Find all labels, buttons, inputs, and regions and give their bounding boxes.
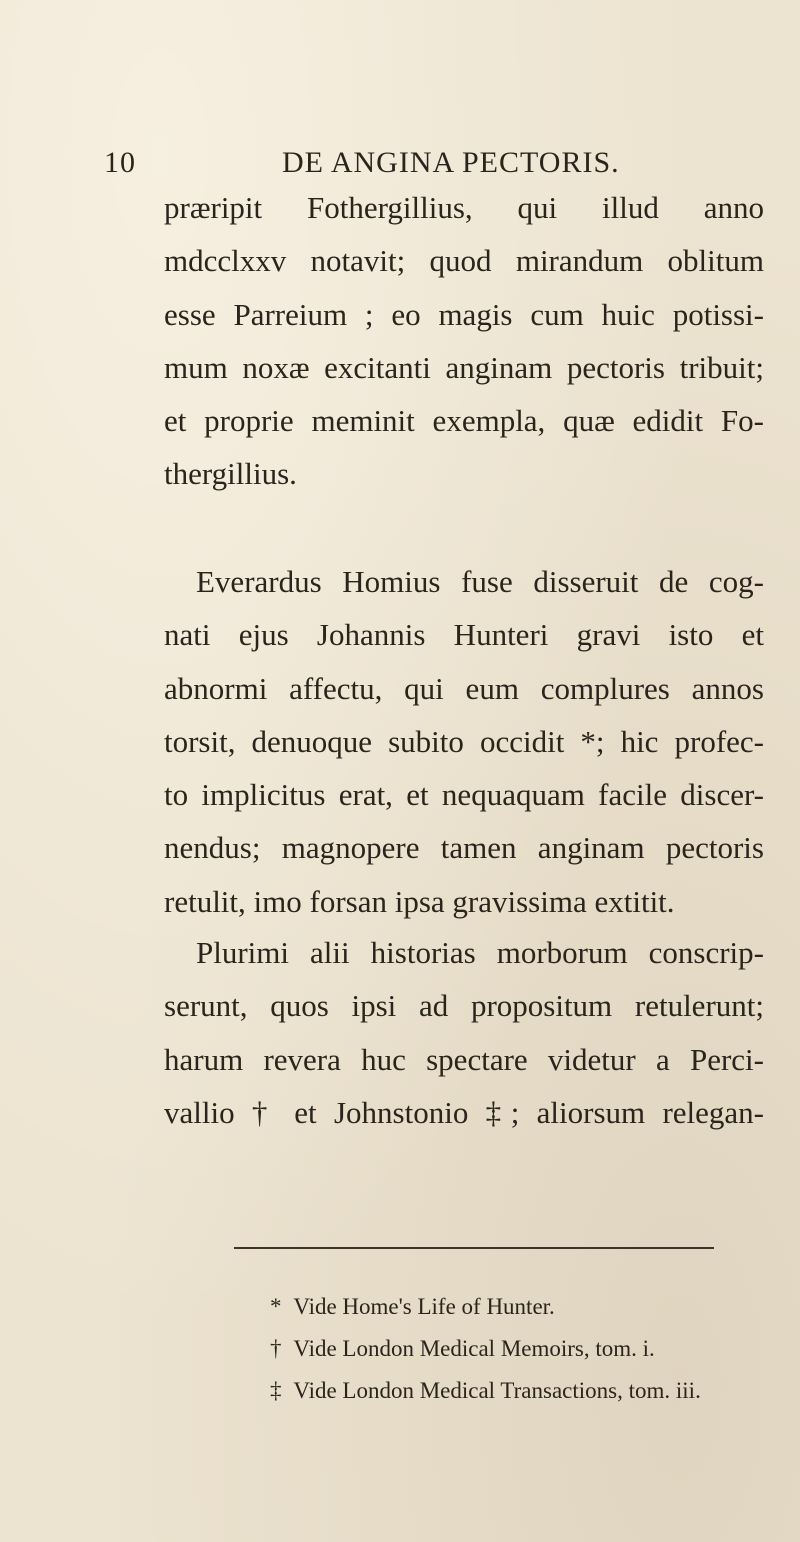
- text-line: mum noxæ excitanti anginam pectoris tribuit;: [164, 349, 764, 385]
- footnote-text: Vide London Medical Memoirs, tom. i.: [293, 1336, 655, 1361]
- running-head: DE ANGINA PECTORIS.: [282, 146, 620, 179]
- text-line: præripit Fothergillius, qui illud anno: [164, 190, 764, 225]
- footnote-text: Vide Home's Life of Hunter.: [293, 1294, 555, 1319]
- footnote-separator: [234, 1247, 714, 1249]
- footnote-mark: ‡: [270, 1378, 282, 1403]
- page-number: 10: [104, 146, 136, 179]
- footnote: [270, 1328, 770, 1370]
- paragraph-2: [164, 555, 764, 928]
- text-line: nendus; magnopere tamen anginam pectoris: [164, 830, 764, 866]
- text-line: serunt, quos ipsi ad propositum retulerunt;: [164, 988, 764, 1024]
- text-line: et proprie meminit exempla, quæ edidit Fo-: [164, 403, 764, 439]
- text-line: vallio † et Johnstonio ‡; aliorsum relegan-: [164, 1094, 764, 1130]
- text-line: abnormi affectu, qui eum complures annos: [164, 670, 764, 706]
- paragraph-3: [164, 926, 764, 1139]
- text-line: Plurimi alii historias morborum conscrip-: [196, 935, 764, 970]
- text-line: harum revera huc spectare videtur a Perci-: [164, 1041, 764, 1077]
- text-line: retulit, imo forsan ipsa gravissima extitit.: [164, 883, 675, 919]
- footnote: [270, 1286, 770, 1328]
- footnote: [270, 1370, 770, 1412]
- text-line: mdcclxxv notavit; quod mirandum oblitum: [164, 243, 764, 279]
- footnote-text: Vide London Medical Transactions, tom. iii.: [293, 1378, 701, 1403]
- text-line: thergillius.: [164, 456, 297, 492]
- paragraph-1: [164, 181, 764, 501]
- page-header: [0, 146, 800, 186]
- text-line: nati ejus Johannis Hunteri gravi isto et: [164, 617, 764, 653]
- text-line: esse Parreium ; eo magis cum huic potissi-: [164, 296, 764, 332]
- footnote-mark: *: [270, 1294, 282, 1319]
- footnote-mark: †: [270, 1336, 282, 1361]
- footnotes: [270, 1286, 770, 1412]
- text-line: Everardus Homius fuse disseruit de cog-: [196, 564, 764, 599]
- text-line: to implicitus erat, et nequaquam facile discer-: [164, 777, 764, 813]
- text-line: torsit, denuoque subito occidit *; hic profec-: [164, 723, 764, 759]
